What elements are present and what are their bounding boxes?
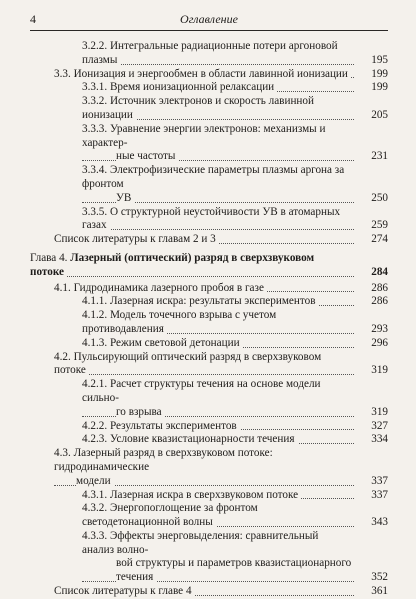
toc-entry-text: 3.3. Ионизация и энергообмен в области лавинной ионизации: [54, 68, 351, 80]
toc-page-number: 286: [368, 282, 388, 296]
toc-entry: [30, 351, 388, 379]
toc-page-number: 286: [368, 295, 388, 309]
toc-page-number: 343: [368, 516, 388, 530]
toc-entry-text: 4.1.2. Модель точечного взрыва с учетом противодавления: [82, 309, 277, 335]
toc-entry-text: вой структуры и параметров квазистационарного течения: [116, 557, 352, 584]
toc-entry-text: 4.1.3. Режим световой детонации: [82, 337, 243, 349]
toc-entry: [30, 489, 388, 503]
toc-entry: [30, 447, 388, 488]
toc-page-number: 274: [368, 233, 388, 247]
toc-entry-text: Список литературы к главам 2 и 3: [54, 233, 219, 245]
toc-entry: [30, 420, 388, 434]
toc-entry: [30, 530, 388, 585]
toc-entry-text: го взрыва: [116, 406, 165, 418]
toc-entry-text: Список литературы к главе 4: [54, 585, 195, 597]
toc-page-number: 337: [368, 489, 388, 503]
toc-entry: [30, 282, 388, 296]
toc-entry: [30, 123, 388, 164]
toc-chapter-entry: [30, 252, 388, 280]
toc-entry: [30, 206, 388, 234]
toc-entry: [30, 40, 388, 68]
toc-entry: [30, 81, 388, 95]
toc-page-number: 337: [368, 475, 388, 489]
toc-page-number: 205: [368, 109, 388, 123]
toc-entry-text: 4.1.1. Лазерная искра: результаты экспериментов: [82, 295, 319, 307]
toc-entry: [30, 378, 388, 419]
toc-entry-text: 4.2.3. Условие квазистационарности течения: [82, 433, 298, 445]
toc-entry: [30, 164, 388, 205]
toc-entry-text: 4.3. Лазерный разряд в сверхзвуковом потоке: гидродинамические: [54, 447, 273, 473]
table-of-contents: [30, 40, 388, 599]
toc-page-number: 334: [368, 433, 388, 447]
toc-page-number: 231: [368, 150, 388, 164]
page-number: 4: [30, 12, 36, 26]
toc-entry-text: 3.3.4. Электрофизические параметры плазмы аргона за фронтом: [82, 164, 345, 190]
toc-entry-text: 3.3.2. Источник электронов и скорость лавинной ионизации: [82, 95, 315, 121]
toc-entry: [30, 585, 388, 599]
toc-entry-text: 3.3.5. О структурной неустойчивости УВ в атомарных газах: [82, 205, 341, 232]
toc-entry: [30, 95, 388, 123]
toc-page-number: 250: [368, 192, 388, 206]
toc-page-number: 296: [368, 337, 388, 351]
toc-entry-text: ные частоты: [116, 150, 178, 162]
toc-page-number: 199: [368, 81, 388, 95]
toc-page-number: 319: [368, 364, 388, 378]
toc-entry: [30, 502, 388, 530]
toc-page-number: 199: [368, 68, 388, 82]
toc-entry-text: 4.1. Гидродинамика лазерного пробоя в газе: [54, 282, 267, 294]
toc-entry: [30, 433, 388, 447]
toc-entry-text: 4.3.3. Эффекты энерговыделения: сравнительный анализ волно-: [82, 529, 319, 556]
toc-entry-text: Лазерный (оптический) разряд в сверхзвуковом потоке: [30, 251, 315, 278]
toc-page-number: 284: [368, 266, 388, 280]
toc-entry: [30, 309, 388, 337]
toc-entry-text: 3.2.2. Интегральные радиационные потери аргоновой плазмы: [82, 40, 338, 66]
toc-page-number: 319: [368, 406, 388, 420]
header-rule: [30, 30, 388, 31]
page-title: Оглавление: [180, 12, 238, 26]
toc-entry: [30, 68, 388, 82]
toc-page-number: 195: [368, 54, 388, 68]
toc-entry-text: 3.3.1. Время ионизационной релаксации: [82, 81, 277, 93]
toc-page-number: 327: [368, 420, 388, 434]
toc-entry: [30, 295, 388, 309]
toc-entry-text: 3.3.3. Уравнение энергии электронов: механизмы и характер-: [82, 122, 326, 149]
toc-entry-text: 4.2.2. Результаты экспериментов: [82, 420, 240, 432]
page-header: [30, 12, 388, 28]
toc-entry-text: 4.3.1. Лазерная искра в сверхзвуковом потоке: [82, 489, 301, 501]
chapter-label: Глава 4.: [30, 251, 71, 264]
toc-entry-text: модели: [76, 475, 114, 487]
toc-entry-text: 4.2. Пульсирующий оптический разряд в сверхзвуковом потоке: [54, 350, 322, 377]
toc-entry: [30, 233, 388, 247]
toc-entry-text: УВ: [116, 192, 134, 204]
toc-entry-text: 4.2.1. Расчет структуры течения на основе модели сильно-: [82, 378, 321, 404]
toc-page-number: 361: [368, 585, 388, 599]
toc-entry-text: 4.3.2. Энергопоглощение за фронтом светодетонационной волны: [82, 502, 258, 529]
toc-page-number: 293: [368, 323, 388, 337]
toc-entry: [30, 337, 388, 351]
toc-page-number: 259: [368, 219, 388, 233]
toc-page-number: 352: [368, 571, 388, 585]
